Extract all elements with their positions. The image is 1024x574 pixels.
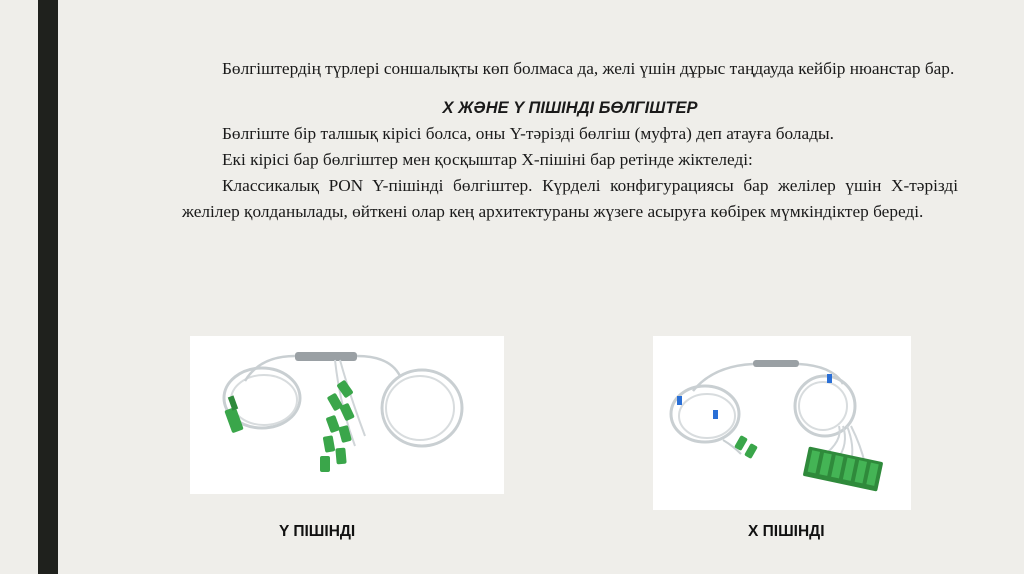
intro-paragraph: Бөлгіштердің түрлері соншалықты көп болмаса да, желі үшін дұрыс таңдауда кейбір нюанстар бар. bbox=[222, 59, 955, 78]
x-splitter-caption: X ПІШІНДІ bbox=[748, 523, 825, 540]
slide-text bbox=[182, 56, 958, 225]
y-splitter-caption: Y ПІШІНДІ bbox=[279, 523, 356, 540]
section-heading: X ЖӘНЕ Y ПІШІНДІ БӨЛГІШТЕР bbox=[442, 99, 698, 117]
x-splitter-illustration bbox=[653, 336, 911, 510]
left-accent-bar bbox=[38, 0, 58, 574]
y-splitter-illustration bbox=[190, 336, 504, 494]
paragraph-x-splitter: Екі кірісі бар бөлгіштер мен қосқыштар X-пішіні бар ретінде жіктеледі: bbox=[222, 150, 753, 169]
x-splitter-image bbox=[653, 336, 911, 510]
paragraph-pon: Классикалық PON Y-пішінді бөлгіштер. Күрделі конфигурациясы бар желілер үшін X-тәрізді желілер қолданылады, өйткені олар кең архитектураны жүзеге асыруға көбірек мүмкіндіктер береді. bbox=[182, 176, 958, 221]
paragraph-y-splitter: Бөлгіште бір талшық кірісі болса, оны Y-тәрізді бөлгіш (муфта) деп атауға болады. bbox=[222, 124, 834, 143]
y-splitter-image bbox=[190, 336, 504, 494]
